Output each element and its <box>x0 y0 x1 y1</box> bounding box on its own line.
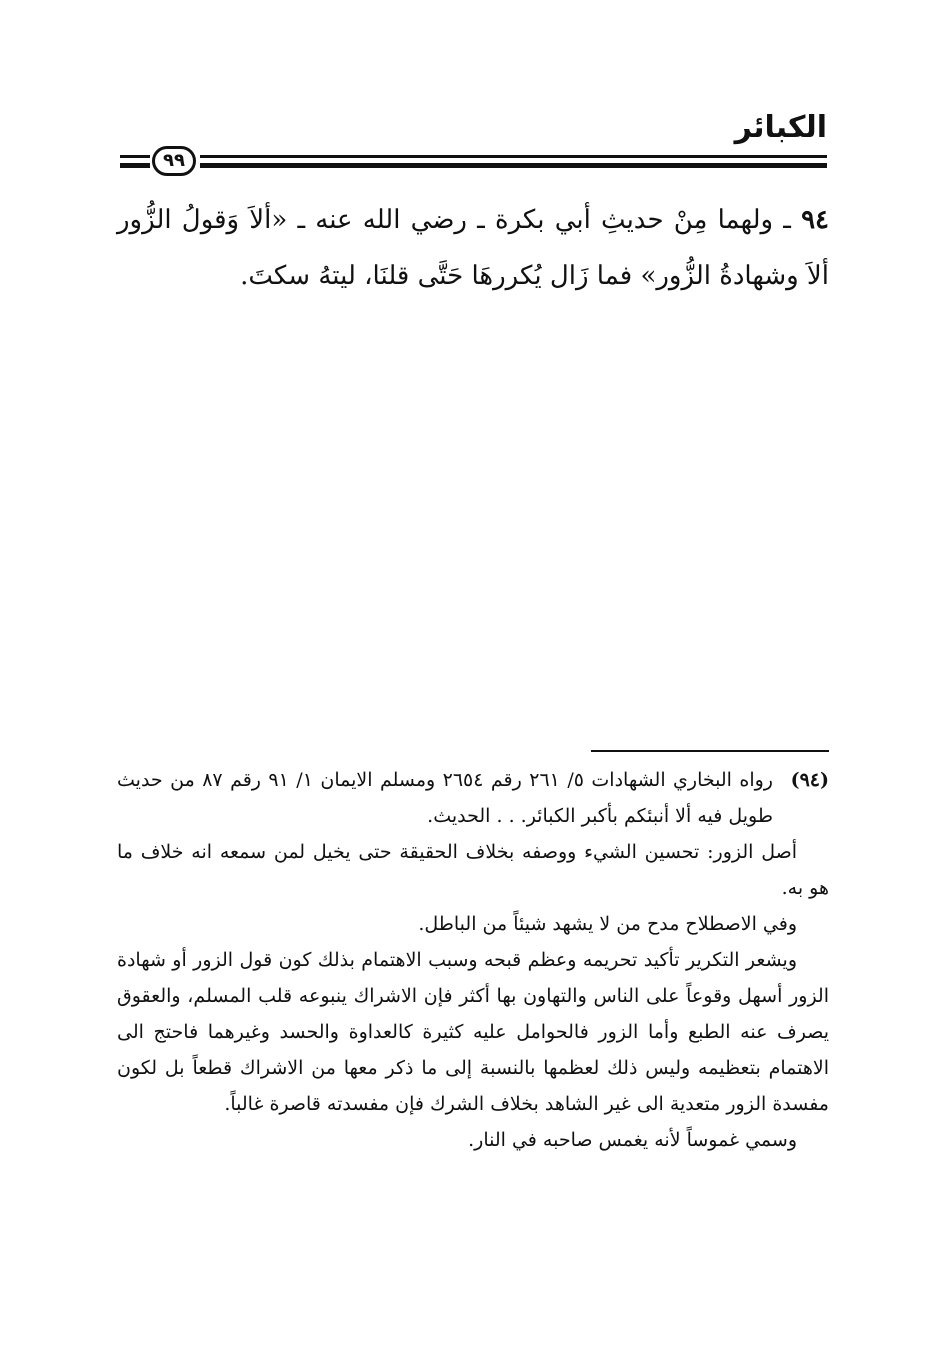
header-rule-left-thick <box>120 163 150 168</box>
footnote-paragraph: وفي الاصطلاح مدح من لا يشهد شيئاً من الباطل. <box>418 913 797 935</box>
footnote-paragraph: ويشعر التكرير تأكيد تحريمه وعظم قبحه وسبب الاهتمام بذلك كون قول الزور أو شهادة الزور أسهل وقوعاً على الناس والتهاون بها أكثر فإن الاشراك ينبوعه قلب المسلم، والعقوق يصرف عنه الطبع وأما الزور فالحوامل عليه كثيرة كالعداوة والحسد وغيرهما فاحتج الى الاهتمام بتعظيمه وليس ذلك لعظمها بالنسبة إلى ما ذكر معها من الاشراك قطعاً بل لكون مفسدة الزور متعدية الى غير الشاهد بخلاف الشرك فإن مفسدته قاصرة غالباً. <box>117 949 829 1115</box>
footnote-source <box>117 762 829 834</box>
running-title: الكبائر <box>734 110 827 145</box>
footnote-source-text: رواه البخاري الشهادات ٥/ ٢٦١ رقم ٢٦٥٤ ومسلم الايمان ١/ ٩١ رقم ٨٧ من حديث طويل فيه ألا أنبئكم بأكبر الكبائر. . . الحديث. <box>117 769 773 827</box>
footnote-paragraph: وسمي غموساً لأنه يغمس صاحبه في النار. <box>468 1129 797 1151</box>
footnote-separator <box>591 750 829 752</box>
footnotes <box>117 762 829 1158</box>
page-number: ٩٩ <box>152 146 196 176</box>
main-text <box>117 192 829 304</box>
footnote-marker: (٩٤) <box>790 769 829 791</box>
hadith-text: ـ ولهما مِنْ حديثِ أبي بكرة ـ رضي الله عنه ـ «ألاَ وَقولُ الزُّور ألاَ وشهادةُ الزُّور» فما زَال يُكررهَا حَتَّى قلنَا، ليتهُ سكتَ. <box>117 205 829 291</box>
header-rule-thick <box>200 163 827 168</box>
header-rule-thin <box>200 155 827 158</box>
footnote-paragraph: أصل الزور: تحسين الشيء ووصفه بخلاف الحقيقة حتى يخيل لمن سمعه انه خلاف ما هو به. <box>117 841 829 899</box>
hadith-number: ٩٤ <box>801 205 829 235</box>
header-rule-left-thin <box>120 155 150 158</box>
